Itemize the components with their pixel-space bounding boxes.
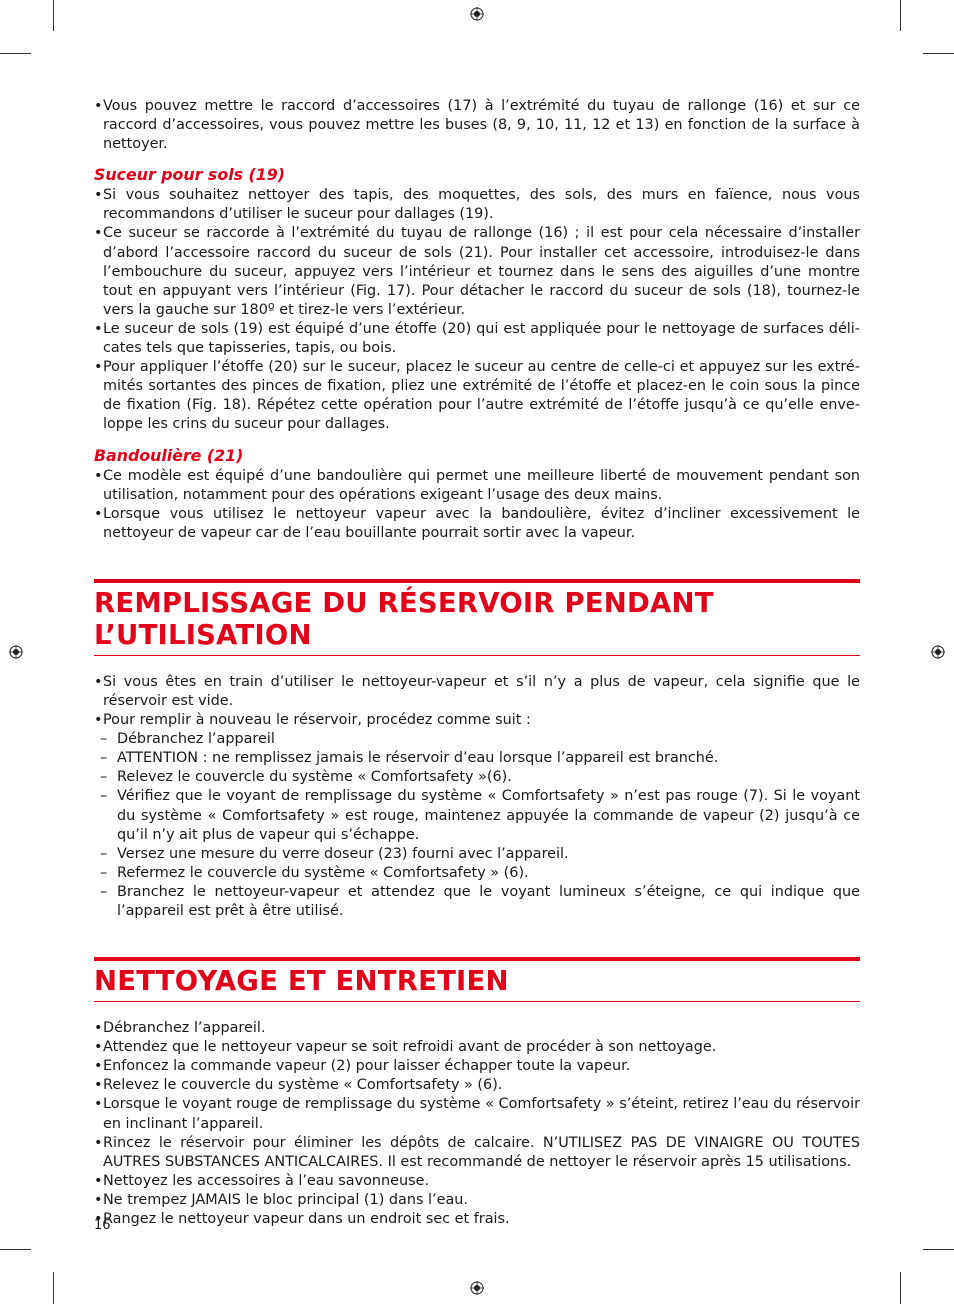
list-item: • Ne trempez JAMAIS le bloc principal (1) dans l’eau. bbox=[94, 1191, 860, 1210]
section-title: REMPLISSAGE DU RÉSERVOIR PENDANT L’UTILISATION bbox=[94, 586, 714, 651]
section-header-remplissage bbox=[94, 579, 860, 656]
list-item: • Vous pouvez mettre le raccord d’accessoires (17) à l’extrémité du tuyau de rallonge (16) et sur ce raccord d’accessoires, vous pouvez mettre les buses (8, 9, 10, 11, 12 et 13) en fonction de la surface à nettoyer. bbox=[94, 97, 860, 154]
step-item: – ATTENTION : ne remplissez jamais le réservoir d’eau lorsque l’appareil est branché. bbox=[94, 749, 860, 768]
crop-mark-icon bbox=[53, 1272, 54, 1304]
list-item: • Rincez le réservoir pour éliminer les dépôts de calcaire. N’UTILISEZ PAS DE VINAIGRE OU TOUTES AUTRES SUBSTANCES ANTICALCAIRES. Il est recommandé de nettoyer le réservoir après 15 utilisations. bbox=[94, 1134, 860, 1172]
list-item: • Débranchez l’appareil. bbox=[94, 1019, 860, 1038]
crop-mark-icon bbox=[900, 0, 901, 31]
list-item: • Enfoncez la commande vapeur (2) pour laisser échapper toute la vapeur. bbox=[94, 1057, 860, 1076]
crop-mark-icon bbox=[900, 1272, 901, 1304]
list-item: • Si vous souhaitez nettoyer des tapis, des moquettes, des sols, des murs en faïence, nous vous recommandons d’utiliser le suceur pour dallages (19). bbox=[94, 186, 860, 224]
page-number: 16 bbox=[94, 1218, 111, 1233]
step-item: – Vérifiez que le voyant de remplissage du système « Comfortsafety » n’est pas rouge (7). Si le voyant du système « Comfortsafety » est rouge, maintenez appuyée la commande de vapeur (2) jusqu’à ce qu’il n’y ait plus de vapeur qui s’échappe. bbox=[94, 787, 860, 844]
list-item: • Pour remplir à nouveau le réservoir, procédez comme suit : bbox=[94, 711, 860, 730]
section-header-nettoyage bbox=[94, 957, 860, 1002]
list-item: • Lorsque le voyant rouge de remplissage du système « Comfortsafety » s’éteint, retirez l’eau du réservoir en inclinant l’appareil. bbox=[94, 1095, 860, 1133]
list-item: • Ce suceur se raccorde à l’extrémité du tuyau de rallonge (16) ; il est pour cela nécessaire d’installer d’abord l’accessoire raccord du suceur de sols (21). Pour installer cet accessoire, introduisez-le dans l’embouchure du suceur, appuyez vers l’intérieur et tournez dans le sens des aiguilles d’une montre tout en appuyant vers l’intérieur (Fig. 17). Pour détacher le raccord du suceur de sols (18), tournez-le vers la gauche sur 180º et tirez-le vers l’extérieur. bbox=[94, 224, 860, 319]
step-item: – Branchez le nettoyeur-vapeur et attendez que le voyant lumineux s’éteigne, ce qui indique que l’appareil est prêt à être utilisé. bbox=[94, 883, 860, 921]
step-item: – Versez une mesure du verre doseur (23) fourni avec l’appareil. bbox=[94, 845, 860, 864]
list-item: • Le suceur de sols (19) est équipé d’une étoffe (20) qui est appliquée pour le nettoyage de surfaces délicates tels que tapisseries, tapis, ou bois. bbox=[94, 320, 860, 358]
registration-mark-icon bbox=[931, 645, 945, 659]
subheading-suceur: Suceur pour sols (19) bbox=[94, 165, 285, 185]
crop-mark-icon bbox=[923, 53, 954, 54]
step-item: – Refermez le couvercle du système « Comfortsafety » (6). bbox=[94, 864, 860, 883]
registration-mark-icon bbox=[470, 7, 484, 21]
crop-mark-icon bbox=[0, 1249, 31, 1250]
list-item: • Nettoyez les accessoires à l’eau savonneuse. bbox=[94, 1172, 860, 1191]
list-item: • Ce modèle est équipé d’une bandoulière qui permet une meilleure liberté de mouvement pendant son utilisation, notamment pour des opérations exigeant l’usage des deux mains. bbox=[94, 467, 860, 505]
registration-mark-icon bbox=[9, 645, 23, 659]
subheading-bandouliere: Bandoulière (21) bbox=[94, 445, 244, 465]
list-item: • Pour appliquer l’étoffe (20) sur le suceur, placez le suceur au centre de celle-ci et appuyez sur les extrémités sortantes des pinces de fixation, pliez une extrémité de l’étoffe et placez-en le coin sous la pince de fixation (Fig. 18). Répétez cette opération pour l’autre extrémité de l’étoffe jusqu’à ce qu’elle enveloppe les crins du suceur pour dallages. bbox=[94, 358, 860, 434]
crop-mark-icon bbox=[0, 53, 31, 54]
step-item: – Relevez le couvercle du système « Comfortsafety »(6). bbox=[94, 768, 860, 787]
page-content bbox=[94, 97, 860, 1229]
list-item: • Lorsque vous utilisez le nettoyeur vapeur avec la bandoulière, évitez d’incliner excessivement le nettoyeur de vapeur car de l’eau bouillante pourrait sortir avec la vapeur. bbox=[94, 505, 860, 543]
list-item: • Si vous êtes en train d’utiliser le nettoyeur-vapeur et s’il n’y a plus de vapeur, cela signifie que le réservoir est vide. bbox=[94, 673, 860, 711]
list-item: • Rangez le nettoyeur vapeur dans un endroit sec et frais. bbox=[94, 1210, 860, 1229]
registration-mark-icon bbox=[470, 1281, 484, 1295]
list-item: • Relevez le couvercle du système « Comfortsafety » (6). bbox=[94, 1076, 860, 1095]
section-title: NETTOYAGE ET ENTRETIEN bbox=[94, 965, 509, 998]
crop-mark-icon bbox=[53, 0, 54, 31]
crop-mark-icon bbox=[923, 1249, 954, 1250]
list-item: • Attendez que le nettoyeur vapeur se soit refroidi avant de procéder à son nettoyage. bbox=[94, 1038, 860, 1057]
step-item: – Débranchez l’appareil bbox=[94, 730, 860, 749]
